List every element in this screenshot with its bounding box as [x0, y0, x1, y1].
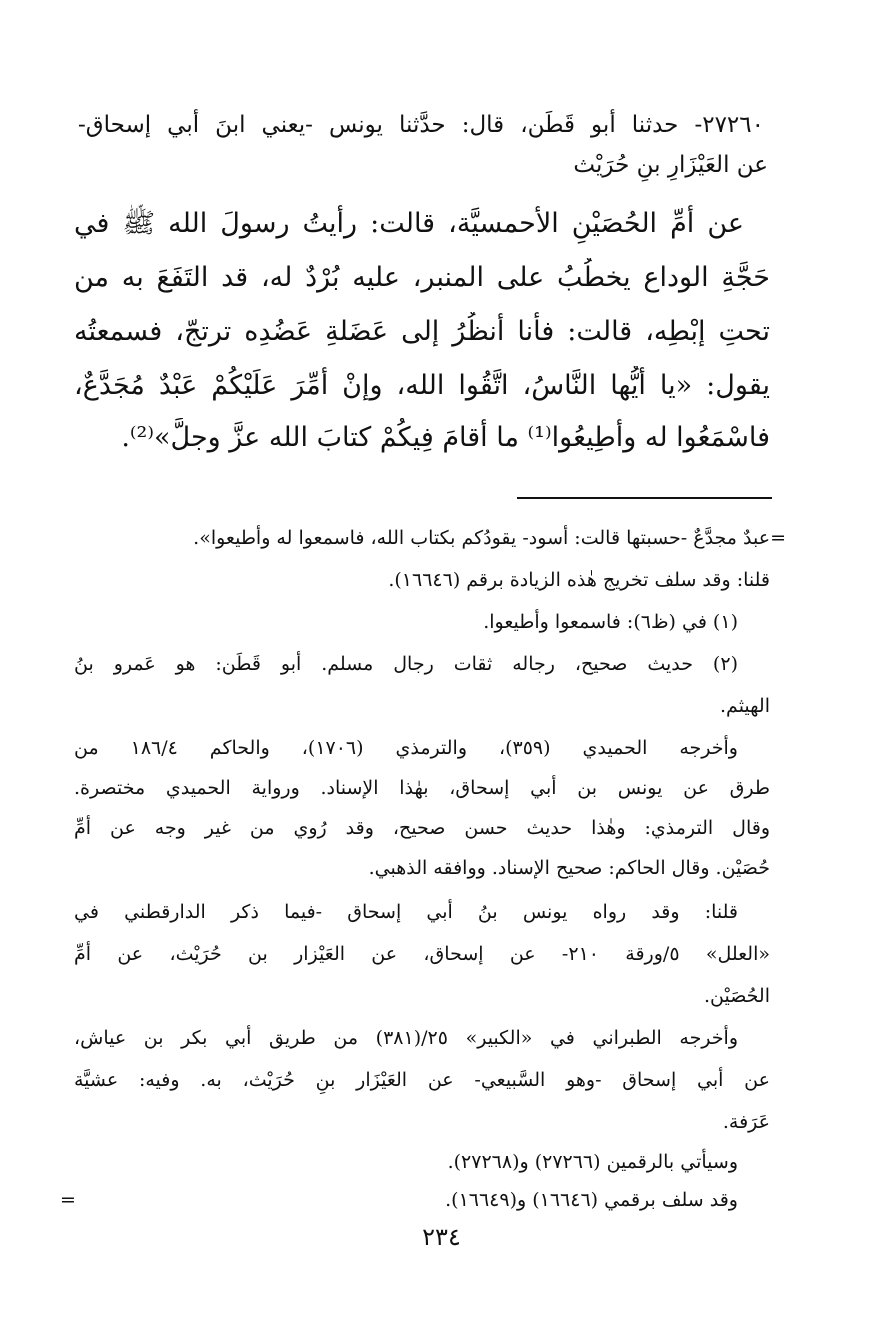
hadith-body-line-3: تحتِ إبْطِه، قالت: فأنا أنظُرُ إلى عَضَلةِ عَضُدِه ترتجّ، فسمعتُه	[74, 316, 770, 347]
footnote-line-4: (٢) حديث صحيح، رجاله ثقات رجال مسلم. أبو قَطَن: هو عَمرو بنُ	[74, 653, 738, 675]
footnote-line-15: عَرَفة.	[722, 1111, 770, 1133]
hadith-body-line-5: فاسْمَعُوا له وأَطِيعُوا⁽¹⁾ ما أَقامَ فِيكُمْ كتابَ الله عزَّ وجلَّ»⁽²⁾.	[121, 422, 770, 453]
footnote-line-14: عن أبي إسحاق -وهو السَّبيعي- عن العَيْزَار بنِ حُرَيْث، به. وفيه: عشيَّة	[74, 1069, 770, 1091]
footnote-line-16: وسيأتي بالرقمين (٢٧٢٦٦) و(٢٧٢٦٨).	[447, 1151, 738, 1173]
footnote-line-7: طرق عن يونس بن أبي إسحاق، بهٰذا الإسناد. ورواية الحميدي مختصرة.	[74, 777, 770, 799]
hadith-header-line-2: عن العَيْزَارِ بنِ حُرَيْث	[573, 152, 768, 178]
hadith-header-line-1: ٢٧٢٦٠- حدثنا أبو قَطَن، قال: حدَّثنا يونس -يعني ابنَ أبي إسحاق-	[78, 112, 764, 138]
footnote-line-9: حُصَيْن. وقال الحاكم: صحيح الإسناد. ووافقه الذهبي.	[368, 857, 770, 879]
footnote-separator	[517, 497, 772, 499]
continuation-marker: =	[60, 1189, 76, 1211]
hadith-body-line-1: عن أمِّ الحُصَيْنِ الأحمسيَّة، قالت: رأيتُ رسولَ الله ﷺ في	[74, 208, 744, 239]
footnote-line-11: «العلل» ٥/ورقة ٢١٠- عن إسحاق، عن العَيْزار بن حُرَيْث، عن أمِّ	[74, 943, 770, 965]
footnote-line-12: الحُصَيْن.	[703, 985, 770, 1007]
footnote-line-10: قلنا: وقد رواه يونس بنُ أبي إسحاق -فيما ذكر الدارقطني في	[74, 901, 738, 923]
footnote-line-5: الهيثم.	[720, 695, 770, 717]
footnote-line-2: قلنا: وقد سلف تخريج هٰذه الزيادة برقم (١٦٦٤٦).	[388, 569, 770, 591]
footnote-line-3: (١) في (ظ٦): فاسمعوا وأطيعوا.	[483, 611, 738, 633]
page-number: ٢٣٤	[422, 1223, 461, 1251]
footnote-line-13: وأخرجه الطبراني في «الكبير» ٢٥/(٣٨١) من طريق أبي بكر بن عياش،	[74, 1027, 738, 1049]
footnote-line-1: =عبدٌ مجدَّعٌ -حسبتها قالت: أسود- يقودُكم بكتاب الله، فاسمعوا له وأطيعوا».	[193, 527, 786, 549]
footnote-line-8: وقال الترمذي: وهٰذا حديث حسن صحيح، وقد رُوي من غير وجه عن أمِّ	[74, 817, 770, 839]
hadith-body-line-2: حَجَّةِ الوداع يخطُبُ على المنبر، عليه بُرْدٌ له، قد التَفَعَ به من	[74, 262, 770, 293]
footnote-line-17: وقد سلف برقمي (١٦٦٤٦) و(١٦٦٤٩).	[445, 1189, 738, 1211]
footnote-line-6: وأخرجه الحميدي (٣٥٩)، والترمذي (١٧٠٦)، والحاكم ١٨٦/٤ من	[74, 737, 738, 759]
hadith-body-line-4: يقول: «يا أيُّها النَّاسُ، اتَّقُوا الله، وإنْ أُمِّرَ عَلَيْكُمْ عَبْدٌ مُجَدَّعٌ،	[74, 370, 770, 401]
